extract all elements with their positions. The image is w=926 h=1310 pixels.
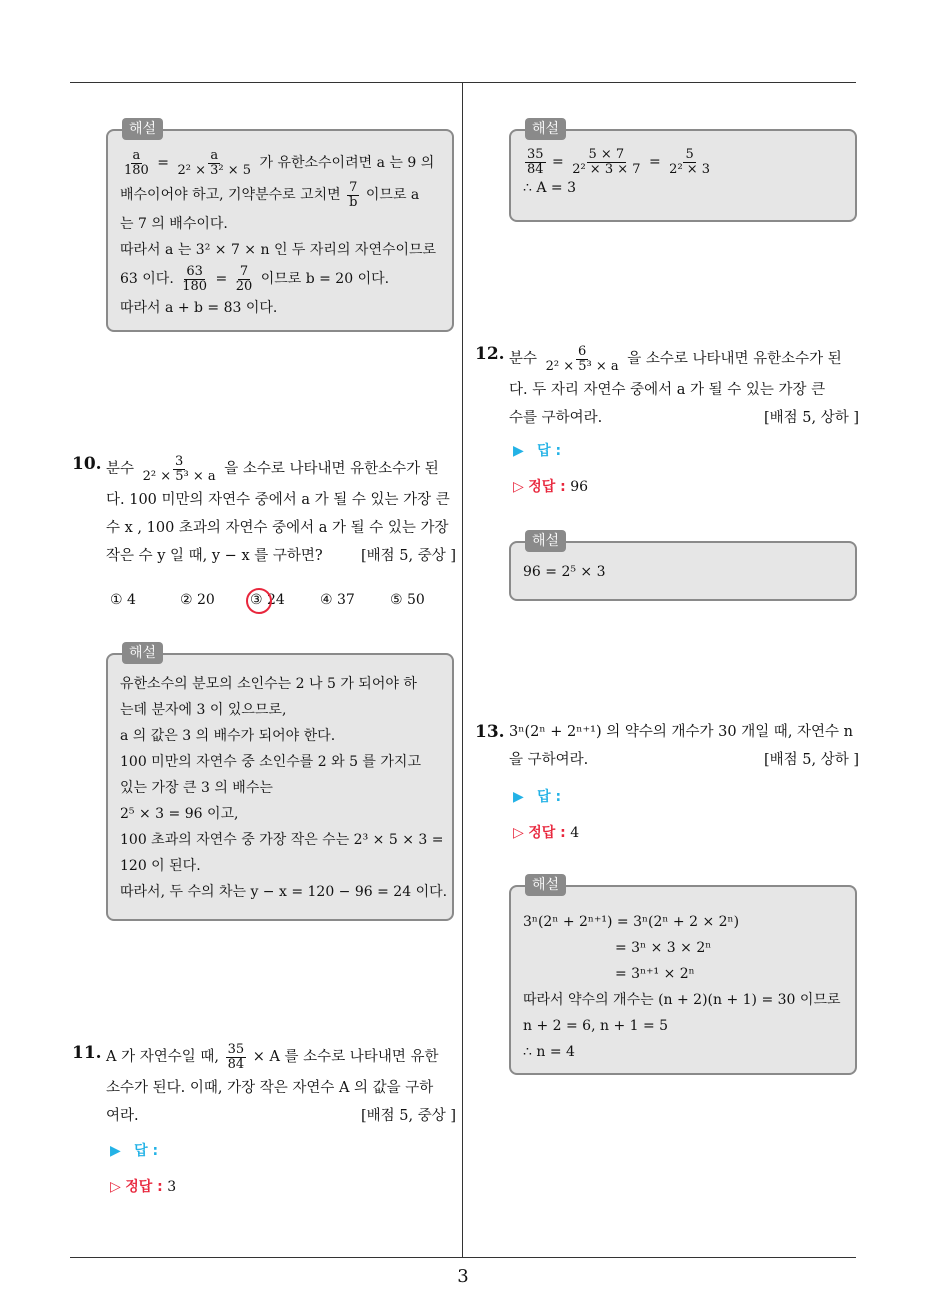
solution-tag: 해설 (525, 118, 566, 140)
bottom-rule (70, 1257, 856, 1258)
play-icon: ▶ (513, 789, 524, 805)
question-line: 작은 수 y 일 때, y − x 를 구하면? [배점 5, 중상 ] (106, 542, 456, 570)
answer-line-11 (110, 1140, 158, 1160)
choice-3-selected[interactable]: ③ 24 (250, 592, 285, 608)
choices-10 (110, 592, 460, 608)
play-outline-icon: ▷ (513, 825, 524, 841)
play-icon: ▶ (513, 443, 524, 459)
top-rule (70, 82, 856, 83)
solution-box-12 (509, 533, 857, 601)
solution-tag: 해설 (525, 874, 566, 896)
solution-box-11 (509, 121, 857, 222)
play-icon: ▶ (110, 1143, 121, 1159)
question-12 (509, 342, 859, 432)
choice-4[interactable]: ④ 37 (320, 592, 355, 608)
choice-5[interactable]: ⑤ 50 (390, 592, 425, 608)
question-line: 수 x , 100 초과의 자연수 중에서 a 가 될 수 있는 가장 (106, 520, 449, 536)
solution-line: = 3ⁿ⁺¹ × 2ⁿ (615, 966, 695, 982)
correct-label: 정답 : (528, 479, 566, 495)
question-line: 소수가 된다. 이때, 가장 작은 자연수 A 의 값을 구하 (106, 1080, 434, 1096)
answer-label: 답 : (537, 789, 562, 805)
solution-line: 배수이어야 하고, 기약분수로 고치면 $\frac{7}{b}$ 이므로 a (120, 179, 420, 210)
solution-line: 는데 분자에 3 이 있으므로, (120, 702, 287, 718)
choice-2[interactable]: ② 20 (180, 592, 215, 608)
question-number-11: 11. (72, 1043, 102, 1063)
points-label: [배점 5, 중상 ] (360, 548, 456, 564)
answer-label: 답 : (537, 443, 562, 459)
solution-tag: 해설 (525, 530, 566, 552)
points-label: [배점 5, 상하 ] (763, 410, 859, 426)
solution-line: 120 이 된다. (120, 858, 201, 874)
question-13 (509, 718, 859, 774)
fraction: $\frac{35}{84}$ (527, 146, 544, 177)
answer-label: 답 : (134, 1143, 159, 1159)
points-label: [배점 5, 상하 ] (763, 752, 859, 768)
question-line: 분수 $\frac{3}{\text{2² × 5³ × a}}$ 을 소수로 나타내면 유한소수가 된 (106, 453, 439, 484)
fraction: $\frac{5 \times 7}{\text{2² × 3 × 7}}$ (572, 146, 641, 177)
question-line: 분수 $\frac{6}{\text{2² × 5³ × a}}$ 을 소수로 나타내면 유한소수가 된 (509, 343, 842, 374)
fraction: $\frac{6}{\text{2² × 5³ × a}}$ (545, 343, 619, 374)
correct-answer-11 (110, 1176, 176, 1196)
answer-line-12 (513, 440, 561, 460)
fraction: $\frac{63}{180}$ (182, 263, 208, 294)
page-number: 3 (457, 1266, 469, 1287)
solution-line: 있는 가장 큰 3 의 배수는 (120, 780, 273, 796)
question-11 (106, 1040, 456, 1130)
question-line: 을 구하여라. [배점 5, 상하 ] (509, 746, 859, 774)
solution-line: ∴ n = 4 (523, 1044, 575, 1060)
choice-1[interactable]: ① 4 (110, 592, 136, 608)
column-divider (462, 82, 463, 1258)
solution-tag: 해설 (122, 642, 163, 664)
solution-line: 유한소수의 분모의 소인수는 2 나 5 가 되어야 하 (120, 676, 417, 692)
question-line: 여라. [배점 5, 중상 ] (106, 1102, 456, 1130)
question-line: 수를 구하여라. [배점 5, 상하 ] (509, 404, 859, 432)
solution-box-9 (106, 121, 454, 332)
play-outline-icon: ▷ (110, 1179, 121, 1195)
question-number-10: 10. (72, 454, 102, 474)
solution-line: 96 = 2⁵ × 3 (523, 564, 606, 580)
play-outline-icon: ▷ (513, 479, 524, 495)
fraction: $\frac{a}{\text{2² × 3² × 5}}$ (177, 147, 252, 178)
solution-line: 2⁵ × 3 = 96 이고, (120, 806, 239, 822)
answer-circle: ③ (250, 592, 263, 608)
solution-line: 100 초과의 자연수 중 가장 작은 수는 2³ × 5 × 3 = (120, 832, 444, 848)
correct-value: 96 (570, 479, 589, 495)
question-10 (106, 452, 456, 570)
question-number-13: 13. (475, 722, 505, 742)
solution-line: $\frac{35}{84}$ = $\frac{5 \times 7}{\text{2² × 3 × 7}}$ = $\frac{5}{\text{2² × 3}}$ (527, 146, 711, 177)
fraction: $\frac{7}{b}$ (349, 179, 358, 210)
correct-label: 정답 : (528, 825, 566, 841)
solution-line: 따라서 a + b = 83 이다. (120, 300, 278, 316)
fraction: $\frac{7}{20}$ (235, 263, 253, 294)
correct-value: 4 (570, 825, 580, 841)
fraction: $\frac{3}{\text{2² × 5³ × a}}$ (142, 453, 216, 484)
question-line: A 가 자연수일 때, $\frac{35}{84}$ × A 를 소수로 나타내면 유한 (106, 1041, 439, 1072)
solution-line: 따라서 a 는 3² × 7 × n 인 두 자리의 자연수이므로 (120, 242, 437, 258)
question-line: 3ⁿ(2ⁿ + 2ⁿ⁺¹) 의 약수의 개수가 30 개일 때, 자연수 n (509, 724, 854, 740)
fraction: $\frac{35}{84}$ (227, 1041, 245, 1072)
solution-line: 따라서 약수의 개수는 (n + 2)(n + 1) = 30 이므로 (523, 992, 841, 1008)
solution-tag: 해설 (122, 118, 163, 140)
solution-box-10 (106, 645, 454, 921)
correct-value: 3 (167, 1179, 177, 1195)
solution-box-13 (509, 877, 857, 1075)
solution-line: 는 7 의 배수이다. (120, 216, 228, 232)
solution-line: ∴ A = 3 (523, 180, 577, 196)
solution-line: a 의 값은 3 의 배수가 되어야 한다. (120, 728, 336, 744)
fraction: $\frac{a}{180}$ (124, 147, 149, 178)
correct-answer-12 (513, 476, 588, 496)
solution-line: $\frac{a}{180}$ = $\frac{a}{\text{2² × 3² × 5}}$ 가 유한소수이려면 a 는 9 의 (124, 147, 435, 178)
points-label: [배점 5, 중상 ] (360, 1108, 456, 1124)
solution-line: 3ⁿ(2ⁿ + 2ⁿ⁺¹) = 3ⁿ(2ⁿ + 2 × 2ⁿ) (523, 914, 740, 930)
correct-label: 정답 : (125, 1179, 163, 1195)
answer-line-13 (513, 786, 561, 806)
solution-line: 100 미만의 자연수 중 소인수를 2 와 5 를 가지고 (120, 754, 421, 770)
question-line: 다. 100 미만의 자연수 중에서 a 가 될 수 있는 가장 큰 (106, 492, 450, 508)
fraction: $\frac{5}{\text{2² × 3}}$ (669, 146, 711, 177)
correct-answer-13 (513, 822, 579, 842)
solution-line: = 3ⁿ × 3 × 2ⁿ (615, 940, 712, 956)
question-line: 다. 두 자리 자연수 중에서 a 가 될 수 있는 가장 큰 (509, 382, 826, 398)
solution-line: 따라서, 두 수의 차는 y − x = 120 − 96 = 24 이다. (120, 884, 448, 900)
solution-line: n + 2 = 6, n + 1 = 5 (523, 1018, 669, 1034)
solution-line: 63 이다. $\frac{63}{180}$ = $\frac{7}{20}$ 이므로 b = 20 이다. (120, 263, 390, 294)
question-number-12: 12. (475, 344, 505, 364)
